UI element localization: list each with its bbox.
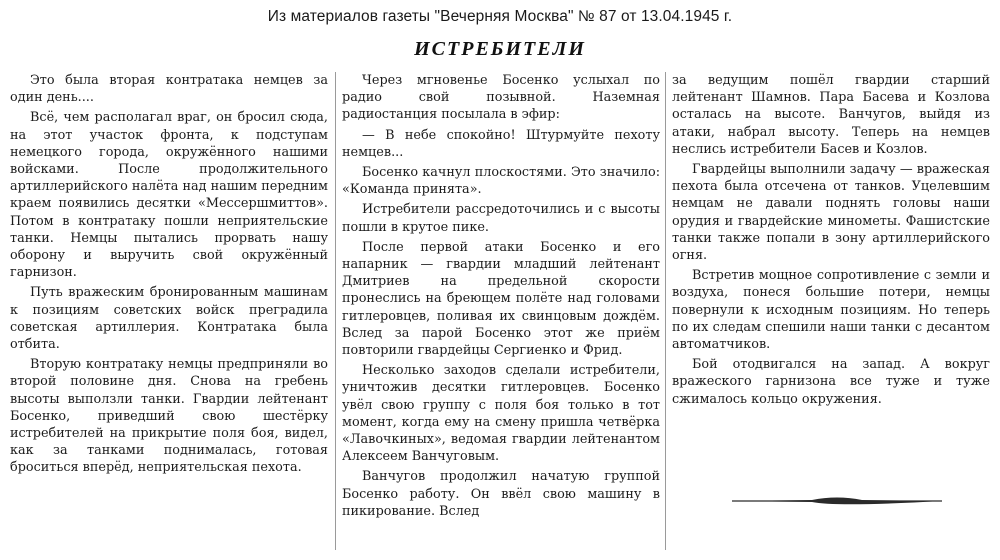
paragraph: Вторую контратаку немцы предприняли во второй половине дня. Снова на гребень высоты выползли танки. Гвардии лейтенант Босенко, приведший свою шестёрку истребителей на прикрытие поля боя, видел, как за танками поднималась, готовая броситься вперёд, неприятельская пехота. xyxy=(10,357,328,476)
column-divider xyxy=(665,72,666,550)
paragraph: После первой атаки Босенко и его напарник — гвардии младший лейтенант Дмитриев на предельной скорости пронеслись на бреющем полёте над головами гитлеровцев, поливая их свинцовым дождём. Вслед за парой Босенко этот же приём повторили гвардейцы Сергиенко и Фрид. xyxy=(342,239,660,359)
paragraph: Всё, чем располагал враг, он бросил сюда, на этот участок фронта, к подступам немецкого города, окружённого нашими войсками. После продолжительного артиллерийского налёта над нашим передним краем появились десятки «Мессершмиттов». Потом в контратаку пошли неприятельские танки. Немцы пытались прорвать нашу оборону и выручить свой окружённый гарнизон. xyxy=(10,110,328,281)
paragraph: Босенко качнул плоскостями. Это значило: «Команда принята». xyxy=(342,165,660,198)
paragraph: Это была вторая контратака немцев за один день.... xyxy=(10,73,328,106)
paragraph: Через мгновенье Босенко услыхал по радио свой позывной. Наземная радиостанция посылала в эфир: xyxy=(342,73,660,123)
column-divider xyxy=(335,72,336,550)
paragraph: Истребители рассредоточились и с высоты пошли в крутое пике. xyxy=(342,202,660,235)
paragraph: Гвардейцы выполнили задачу — вражеская пехота была отсечена от танков. Уцелевшим немцам не давали поднять головы наши орудия и гвардейские минометы. Фашистские танки также попали в зону артиллерийского огня. xyxy=(672,162,990,264)
paragraph: — В небе спокойно! Штурмуйте пехоту немцев... xyxy=(342,127,660,160)
paragraph: Бой отодвигался на запад. А вокруг вражеского гарнизона все туже и туже сжималось кольцо окружения. xyxy=(672,357,990,407)
source-line: Из материалов газеты "Вечерняя Москва" № 87 от 13.04.1945 г. xyxy=(267,8,733,25)
paragraph: Несколько заходов сделали истребители, уничтожив десятки гитлеровцев. Босенко увёл свою группу с поля боя только в тот момент, когда ему на смену пришла четвёрка «Лавочкиных», ведомая гвардии лейтенантом Алексеем Ванчуговым. xyxy=(342,363,660,465)
paragraph: Путь вражеским бронированным машинам к позициям советских войск преградила советская артиллерия. Контратака была отбита. xyxy=(10,285,328,353)
article-column-3 xyxy=(672,72,990,554)
decorative-end-rule-icon xyxy=(732,494,942,508)
paragraph: за ведущим пошёл гвардии старший лейтенант Шамнов. Пара Басева и Козлова осталась на высоте. Ванчугов, выйдя из атаки, набрал высоту. Теперь на немцев неслись истребители Басев и Козлов. xyxy=(672,73,990,157)
paragraph: Ванчугов продолжил начатую группой Босенко работу. Он ввёл свою машину в пикирование. Вслед xyxy=(342,469,660,519)
article-column-2 xyxy=(342,72,660,554)
paragraph: Встретив мощное сопротивление с земли и воздуха, понеся большие потери, немцы повернули к исходным позициям. Но теперь по их следам спешили наши танки с десантом автоматчиков. xyxy=(672,268,990,353)
article-headline: ИСТРЕБИТЕЛИ xyxy=(414,38,586,60)
article-column-1 xyxy=(10,72,328,554)
